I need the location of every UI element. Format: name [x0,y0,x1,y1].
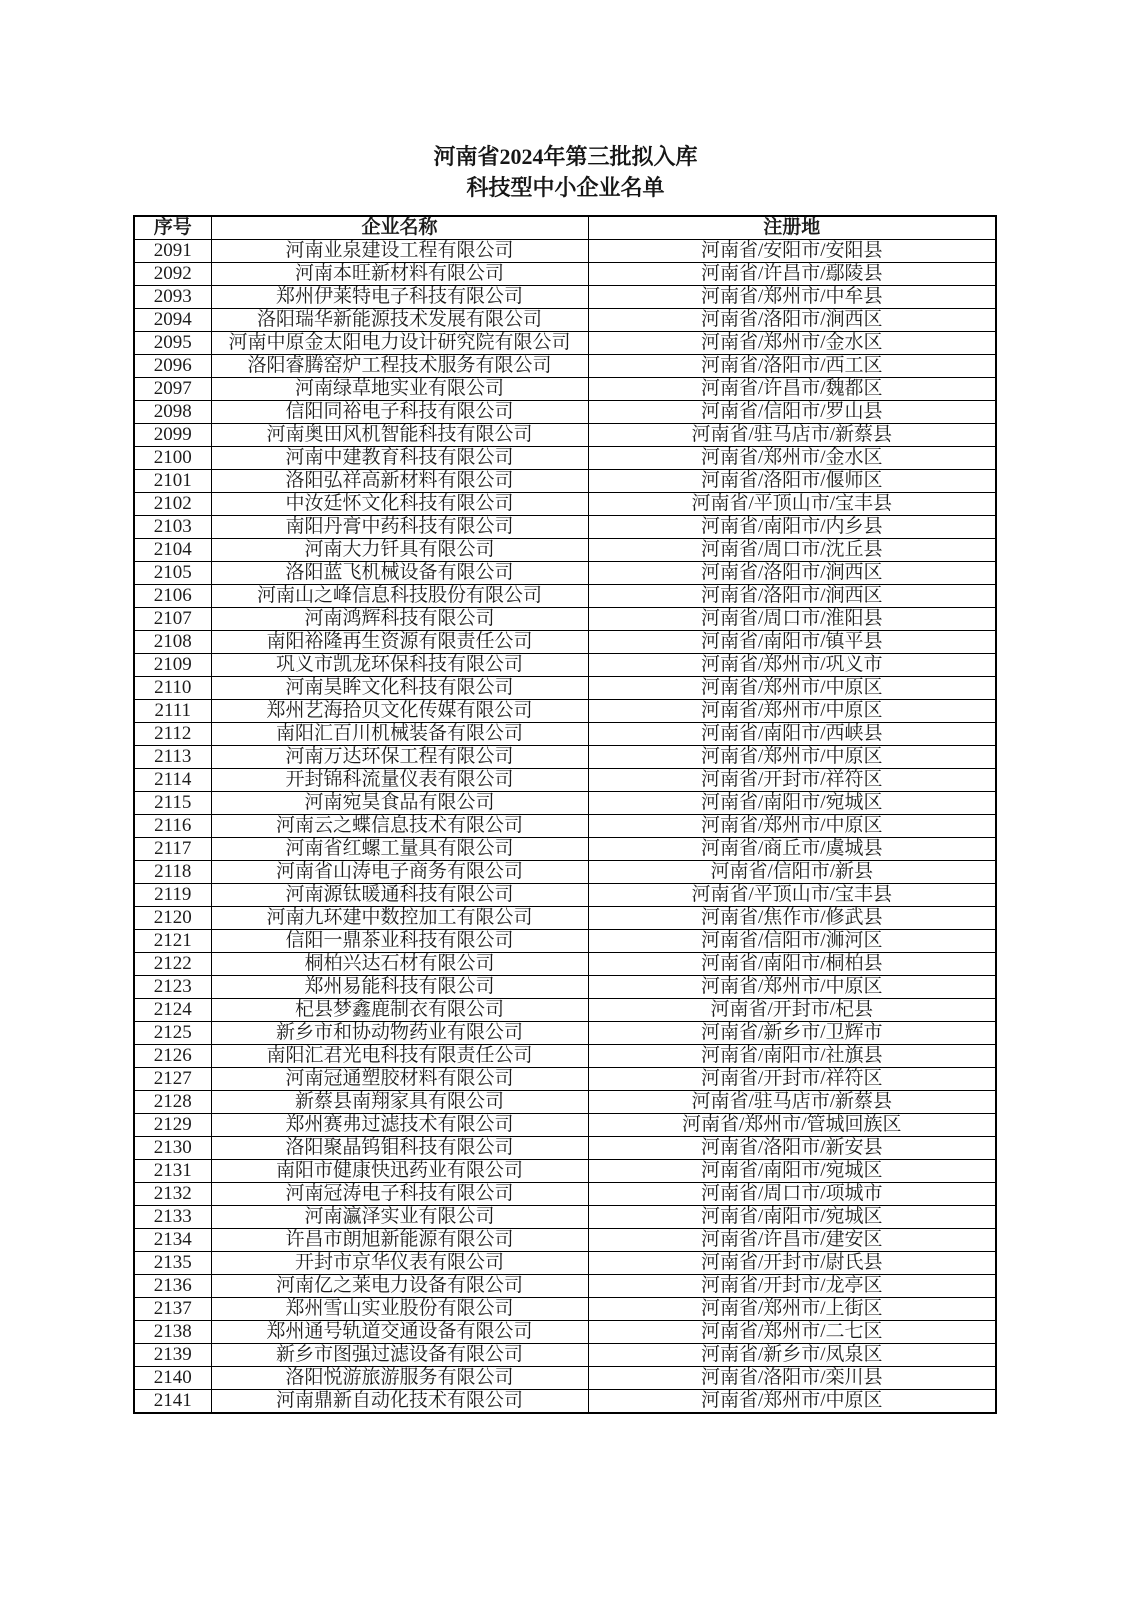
cell-registration-place: 河南省/南阳市/内乡县 [588,516,996,539]
cell-company-name: 南阳汇君光电科技有限责任公司 [211,1045,588,1068]
table-row [134,332,996,355]
cell-company-name: 中汝廷怀文化科技有限公司 [211,493,588,516]
cell-number: 2091 [134,240,211,263]
cell-company-name: 南阳裕隆再生资源有限责任公司 [211,631,588,654]
table-row [134,1367,996,1390]
cell-company-name: 洛阳蓝飞机械设备有限公司 [211,562,588,585]
cell-number: 2095 [134,332,211,355]
table-row [134,1344,996,1367]
table-row [134,769,996,792]
cell-number: 2114 [134,769,211,792]
cell-number: 2121 [134,930,211,953]
cell-company-name: 巩义市凯龙环保科技有限公司 [211,654,588,677]
cell-registration-place: 河南省/商丘市/虞城县 [588,838,996,861]
table-row [134,585,996,608]
cell-company-name: 河南鸿辉科技有限公司 [211,608,588,631]
cell-company-name: 洛阳瑞华新能源技术发展有限公司 [211,309,588,332]
cell-company-name: 桐柏兴达石材有限公司 [211,953,588,976]
cell-number: 2094 [134,309,211,332]
cell-registration-place: 河南省/洛阳市/偃师区 [588,470,996,493]
table-row [134,1206,996,1229]
cell-number: 2104 [134,539,211,562]
cell-number: 2133 [134,1206,211,1229]
table-row [134,1068,996,1091]
cell-company-name: 河南中原金太阳电力设计研究院有限公司 [211,332,588,355]
cell-registration-place: 河南省/驻马店市/新蔡县 [588,1091,996,1114]
cell-company-name: 郑州赛弗过滤技术有限公司 [211,1114,588,1137]
cell-number: 2109 [134,654,211,677]
cell-company-name: 河南宛昊食品有限公司 [211,792,588,815]
cell-registration-place: 河南省/新乡市/凤泉区 [588,1344,996,1367]
table-row [134,723,996,746]
cell-number: 2099 [134,424,211,447]
cell-registration-place: 河南省/新乡市/卫辉市 [588,1022,996,1045]
cell-registration-place: 河南省/开封市/尉氏县 [588,1252,996,1275]
table-row [134,677,996,700]
cell-registration-place: 河南省/郑州市/中原区 [588,677,996,700]
cell-company-name: 郑州雪山实业股份有限公司 [211,1298,588,1321]
cell-company-name: 河南省红螺工量具有限公司 [211,838,588,861]
cell-number: 2130 [134,1137,211,1160]
cell-number: 2138 [134,1321,211,1344]
header-cell-company-name: 企业名称 [211,216,588,240]
cell-number: 2136 [134,1275,211,1298]
table-row [134,493,996,516]
cell-number: 2141 [134,1390,211,1414]
table-row [134,1091,996,1114]
table-row [134,447,996,470]
cell-registration-place: 河南省/南阳市/西峡县 [588,723,996,746]
cell-registration-place: 河南省/郑州市/上街区 [588,1298,996,1321]
cell-company-name: 信阳同裕电子科技有限公司 [211,401,588,424]
cell-registration-place: 河南省/南阳市/宛城区 [588,1206,996,1229]
cell-registration-place: 河南省/焦作市/修武县 [588,907,996,930]
cell-number: 2119 [134,884,211,907]
cell-registration-place: 河南省/郑州市/中原区 [588,1390,996,1414]
cell-registration-place: 河南省/信阳市/新县 [588,861,996,884]
cell-number: 2113 [134,746,211,769]
document-title-line2: 科技型中小企业名单 [466,175,665,200]
cell-number: 2132 [134,1183,211,1206]
cell-company-name: 河南业泉建设工程有限公司 [211,240,588,263]
cell-number: 2110 [134,677,211,700]
cell-registration-place: 河南省/许昌市/魏都区 [588,378,996,401]
cell-number: 2118 [134,861,211,884]
cell-company-name: 河南冠通塑胶材料有限公司 [211,1068,588,1091]
cell-company-name: 洛阳聚晶钨钼科技有限公司 [211,1137,588,1160]
cell-registration-place: 河南省/郑州市/中原区 [588,746,996,769]
cell-number: 2098 [134,401,211,424]
table-row [134,1114,996,1137]
cell-registration-place: 河南省/信阳市/浉河区 [588,930,996,953]
cell-number: 2097 [134,378,211,401]
cell-registration-place: 河南省/平顶山市/宝丰县 [588,493,996,516]
cell-company-name: 河南万达环保工程有限公司 [211,746,588,769]
cell-registration-place: 河南省/安阳市/安阳县 [588,240,996,263]
table-row [134,976,996,999]
cell-registration-place: 河南省/平顶山市/宝丰县 [588,884,996,907]
cell-registration-place: 河南省/洛阳市/新安县 [588,1137,996,1160]
cell-number: 2139 [134,1344,211,1367]
cell-company-name: 河南源钛暖通科技有限公司 [211,884,588,907]
cell-number: 2111 [134,700,211,723]
cell-number: 2105 [134,562,211,585]
cell-number: 2125 [134,1022,211,1045]
table-row [134,930,996,953]
cell-number: 2093 [134,286,211,309]
cell-registration-place: 河南省/洛阳市/涧西区 [588,562,996,585]
cell-registration-place: 河南省/郑州市/中原区 [588,976,996,999]
cell-company-name: 河南鼎新自动化技术有限公司 [211,1390,588,1414]
cell-company-name: 河南大力钎具有限公司 [211,539,588,562]
cell-number: 2112 [134,723,211,746]
cell-number: 2131 [134,1160,211,1183]
cell-registration-place: 河南省/郑州市/中牟县 [588,286,996,309]
cell-company-name: 新蔡县南翔家具有限公司 [211,1091,588,1114]
document-title [0,141,1131,203]
table-row [134,792,996,815]
cell-company-name: 郑州易能科技有限公司 [211,976,588,999]
table-row [134,608,996,631]
cell-registration-place: 河南省/许昌市/鄢陵县 [588,263,996,286]
table-row [134,815,996,838]
table-row [134,884,996,907]
cell-company-name: 南阳丹膏中药科技有限公司 [211,516,588,539]
header-cell-registration-place: 注册地 [588,216,996,240]
table-row [134,516,996,539]
cell-company-name: 新乡市图强过滤设备有限公司 [211,1344,588,1367]
table-row [134,999,996,1022]
cell-number: 2107 [134,608,211,631]
cell-company-name: 河南山之峰信息科技股份有限公司 [211,585,588,608]
cell-company-name: 许昌市朗旭新能源有限公司 [211,1229,588,1252]
cell-company-name: 洛阳悦游旅游服务有限公司 [211,1367,588,1390]
table-row [134,355,996,378]
cell-registration-place: 河南省/南阳市/桐柏县 [588,953,996,976]
cell-company-name: 开封锦科流量仪表有限公司 [211,769,588,792]
cell-company-name: 河南亿之莱电力设备有限公司 [211,1275,588,1298]
table-row [134,746,996,769]
table-row [134,539,996,562]
table-row [134,1275,996,1298]
cell-registration-place: 河南省/南阳市/社旗县 [588,1045,996,1068]
cell-company-name: 杞县梦鑫鹿制衣有限公司 [211,999,588,1022]
cell-registration-place: 河南省/周口市/沈丘县 [588,539,996,562]
table-row [134,286,996,309]
cell-number: 2106 [134,585,211,608]
cell-number: 2101 [134,470,211,493]
cell-registration-place: 河南省/南阳市/宛城区 [588,1160,996,1183]
cell-company-name: 新乡市和协动物药业有限公司 [211,1022,588,1045]
table-row [134,1183,996,1206]
cell-registration-place: 河南省/开封市/祥符区 [588,769,996,792]
cell-registration-place: 河南省/开封市/祥符区 [588,1068,996,1091]
table-row [134,1229,996,1252]
table-row [134,1298,996,1321]
table-row [134,562,996,585]
cell-number: 2116 [134,815,211,838]
cell-registration-place: 河南省/郑州市/中原区 [588,815,996,838]
cell-company-name: 河南云之蝶信息技术有限公司 [211,815,588,838]
cell-number: 2127 [134,1068,211,1091]
cell-number: 2129 [134,1114,211,1137]
cell-registration-place: 河南省/郑州市/巩义市 [588,654,996,677]
cell-company-name: 河南冠涛电子科技有限公司 [211,1183,588,1206]
cell-company-name: 河南本旺新材料有限公司 [211,263,588,286]
cell-number: 2135 [134,1252,211,1275]
cell-registration-place: 河南省/周口市/淮阳县 [588,608,996,631]
cell-company-name: 河南奥田风机智能科技有限公司 [211,424,588,447]
cell-company-name: 河南昊眸文化科技有限公司 [211,677,588,700]
table-row [134,1321,996,1344]
cell-registration-place: 河南省/郑州市/金水区 [588,332,996,355]
cell-company-name: 信阳一鼎茶业科技有限公司 [211,930,588,953]
cell-number: 2096 [134,355,211,378]
cell-company-name: 河南瀛泽实业有限公司 [211,1206,588,1229]
cell-registration-place: 河南省/洛阳市/西工区 [588,355,996,378]
table-row [134,1252,996,1275]
cell-registration-place: 河南省/南阳市/镇平县 [588,631,996,654]
cell-number: 2115 [134,792,211,815]
cell-company-name: 河南省山涛电子商务有限公司 [211,861,588,884]
cell-number: 2137 [134,1298,211,1321]
cell-number: 2134 [134,1229,211,1252]
company-table-container [133,215,995,1414]
cell-number: 2108 [134,631,211,654]
cell-company-name: 郑州通号轨道交通设备有限公司 [211,1321,588,1344]
cell-company-name: 河南中建教育科技有限公司 [211,447,588,470]
table-row [134,700,996,723]
cell-company-name: 河南绿草地实业有限公司 [211,378,588,401]
cell-number: 2124 [134,999,211,1022]
cell-registration-place: 河南省/开封市/龙亭区 [588,1275,996,1298]
cell-number: 2117 [134,838,211,861]
table-row [134,953,996,976]
cell-registration-place: 河南省/郑州市/管城回族区 [588,1114,996,1137]
cell-registration-place: 河南省/信阳市/罗山县 [588,401,996,424]
table-row [134,378,996,401]
cell-registration-place: 河南省/驻马店市/新蔡县 [588,424,996,447]
cell-registration-place: 河南省/郑州市/金水区 [588,447,996,470]
header-cell-number: 序号 [134,216,211,240]
cell-number: 2128 [134,1091,211,1114]
cell-company-name: 河南九环建中数控加工有限公司 [211,907,588,930]
cell-registration-place: 河南省/周口市/项城市 [588,1183,996,1206]
table-row [134,1390,996,1414]
cell-number: 2092 [134,263,211,286]
table-row [134,1022,996,1045]
table-body [134,240,996,1414]
table-row [134,424,996,447]
table-row [134,470,996,493]
cell-company-name: 南阳市健康快迅药业有限公司 [211,1160,588,1183]
company-table [133,215,997,1414]
table-row [134,631,996,654]
cell-company-name: 郑州艺海拾贝文化传媒有限公司 [211,700,588,723]
cell-company-name: 洛阳睿腾窑炉工程技术服务有限公司 [211,355,588,378]
table-header-row [134,216,996,240]
cell-registration-place: 河南省/郑州市/二七区 [588,1321,996,1344]
table-row [134,401,996,424]
cell-registration-place: 河南省/洛阳市/涧西区 [588,309,996,332]
cell-company-name: 郑州伊莱特电子科技有限公司 [211,286,588,309]
table-row [134,263,996,286]
cell-number: 2140 [134,1367,211,1390]
cell-company-name: 洛阳弘祥高新材料有限公司 [211,470,588,493]
table-row [134,309,996,332]
cell-number: 2126 [134,1045,211,1068]
table-row [134,240,996,263]
cell-number: 2103 [134,516,211,539]
document-title-line1: 河南省2024年第三批拟入库 [433,144,698,169]
cell-number: 2123 [134,976,211,999]
table-row [134,1137,996,1160]
table-row [134,1045,996,1068]
cell-registration-place: 河南省/南阳市/宛城区 [588,792,996,815]
cell-number: 2122 [134,953,211,976]
table-row [134,654,996,677]
cell-number: 2102 [134,493,211,516]
cell-registration-place: 河南省/洛阳市/栾川县 [588,1367,996,1390]
cell-company-name: 开封市京华仪表有限公司 [211,1252,588,1275]
table-row [134,1160,996,1183]
cell-company-name: 南阳汇百川机械装备有限公司 [211,723,588,746]
cell-registration-place: 河南省/许昌市/建安区 [588,1229,996,1252]
cell-registration-place: 河南省/开封市/杞县 [588,999,996,1022]
table-row [134,861,996,884]
cell-registration-place: 河南省/洛阳市/涧西区 [588,585,996,608]
table-row [134,907,996,930]
table-row [134,838,996,861]
cell-number: 2100 [134,447,211,470]
cell-number: 2120 [134,907,211,930]
cell-registration-place: 河南省/郑州市/中原区 [588,700,996,723]
